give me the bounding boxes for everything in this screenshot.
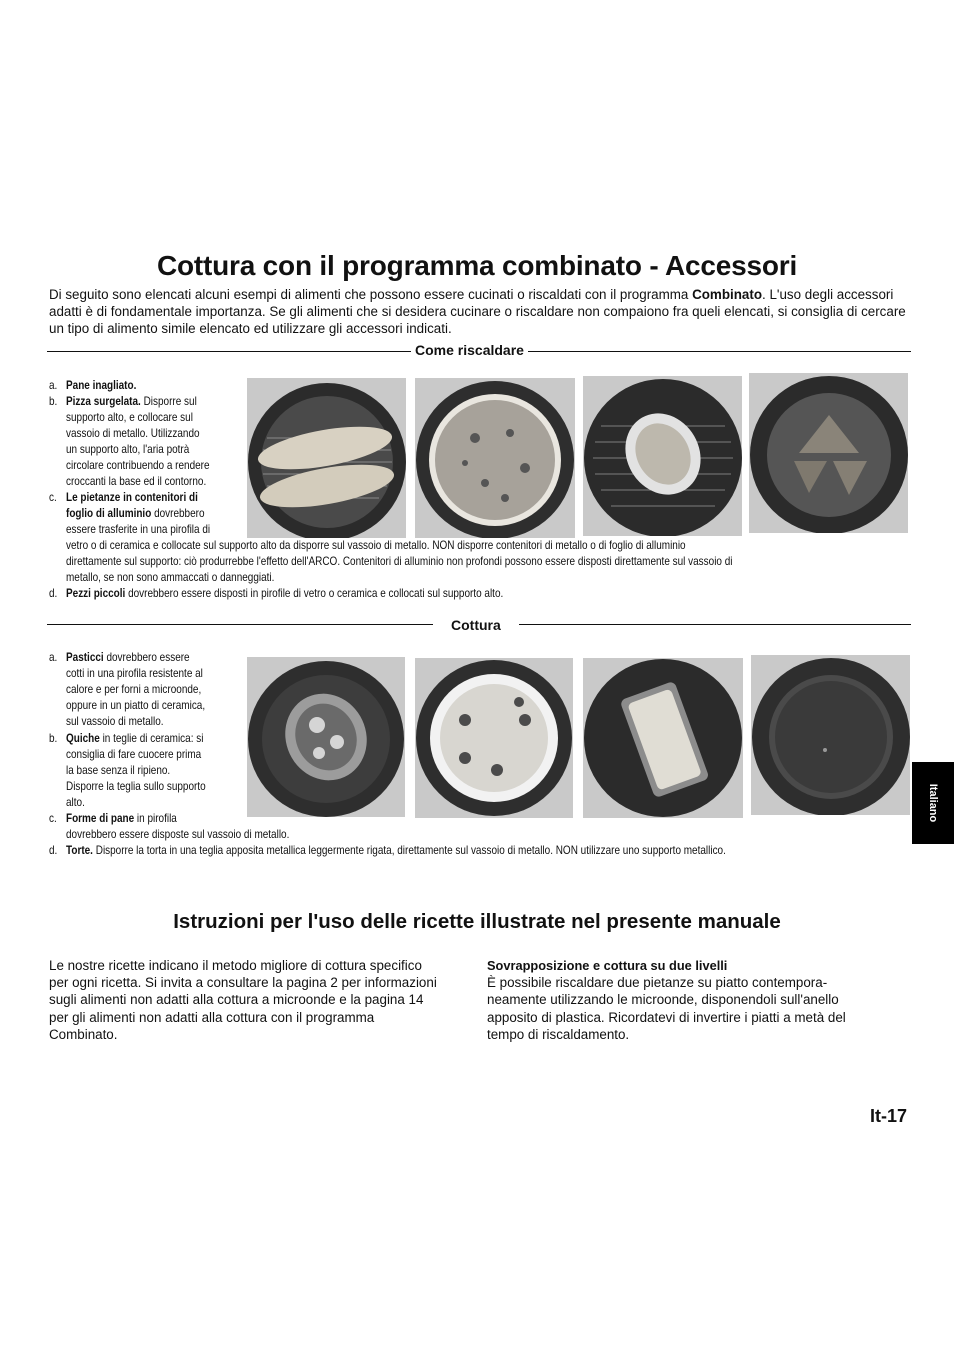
intro-text-end: . L'uso degli accessori adatti è di fondamentale importanza. Se gli alimenti che si desidera cucinare o riscaldare non compaiono fra queli elencati, si consiglia di cercare un tipo di alimento simile elencato ed utilizzare gli accessori indicati. bbox=[49, 287, 906, 336]
bread-loaf-photo bbox=[583, 658, 743, 818]
dish-on-rack-photo bbox=[583, 376, 742, 536]
recipes-instructions-title: Istruzioni per l'uso delle ricette illustrate nel presente manuale bbox=[173, 910, 781, 933]
pastries-on-rack-photo bbox=[749, 373, 908, 533]
intro-paragraph bbox=[49, 286, 911, 337]
two-levels-column: Sovrapposizione e cottura su due livelli È possibile riscaldare due pietanze su piatto contempora- neamente utilizzando le microonde, disponendoli sull'anello apposito di plastica. Ricordatevi di invertire i piatti a metà del tempo di riscaldamento. bbox=[487, 958, 846, 1042]
casserole-photo bbox=[247, 657, 405, 817]
intro-bold-term: Combinato bbox=[692, 287, 762, 302]
language-tab: Italiano bbox=[912, 762, 954, 844]
recipes-left-column: Le nostre ricette indicano il metodo migliore di cottura specifico per ogni ricetta. Si invita a consultare la pagina 2 per informazioni sugli alimenti non adatti alla cottura a microonde e la pagina 14 per gli alimenti non adatti alla cottura con il programma Combinato. bbox=[49, 958, 437, 1042]
two-levels-heading: Sovrapposizione e cottura su due livelli bbox=[487, 958, 728, 973]
quiche-photo bbox=[415, 658, 573, 818]
bread-on-rack-photo bbox=[247, 378, 406, 538]
pizza-on-rack-photo bbox=[415, 378, 575, 538]
cake-tin-photo bbox=[751, 655, 910, 815]
page-title: Cottura con il programma combinato - Accessori bbox=[156, 250, 798, 281]
intro-text-start: Di seguito sono elencati alcuni esempi di alimenti che possono essere cucinati o riscaldati con il programma bbox=[49, 287, 693, 302]
section-heading-cook: Cottura bbox=[433, 617, 519, 633]
page-number: It-17 bbox=[869, 1106, 907, 1126]
section-heading-reheat: Come riscaldare bbox=[411, 342, 528, 358]
